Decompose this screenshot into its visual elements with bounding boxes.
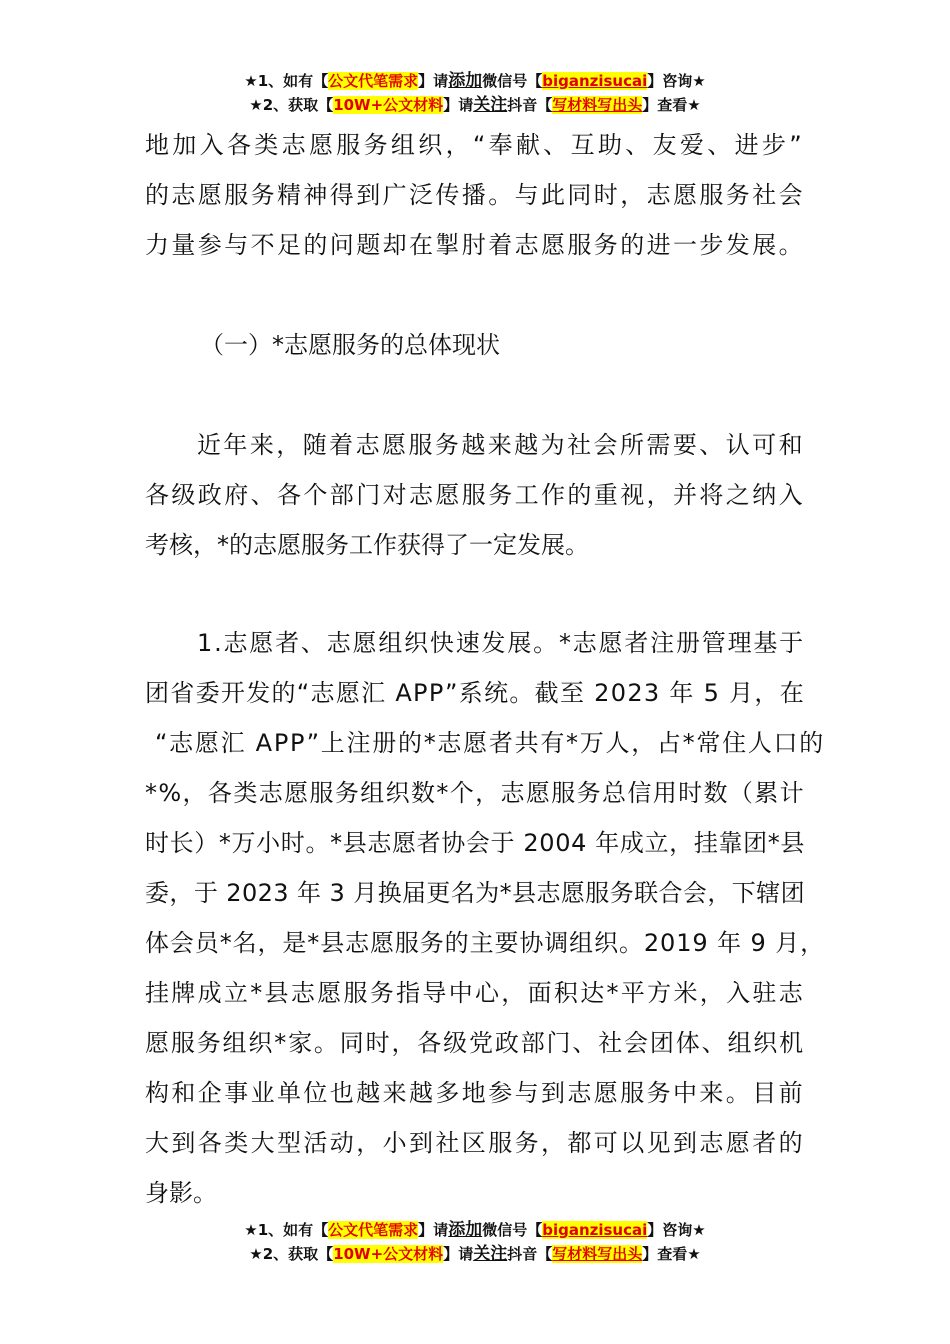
body-line: 愿服务组织*家。同时，各级党政部门、社会团体、组织机 xyxy=(145,1029,805,1057)
text: 】查看★ xyxy=(642,1245,701,1263)
body-line: *%，各类志愿服务组织数*个，志愿服务总信用时数（累计 xyxy=(145,779,805,807)
body-line: 的志愿服务精神得到广泛传播。与此同时，志愿服务社会 xyxy=(145,181,805,209)
text: 】请 xyxy=(443,1245,474,1263)
text: 微信号【 xyxy=(482,1221,543,1239)
banner-line-2 xyxy=(0,93,950,117)
text: 】咨询★ xyxy=(647,1221,706,1239)
body-line: 团省委开发的“志愿汇 APP”系统。截至 2023 年 5 月，在 xyxy=(145,679,805,707)
text: 微信号【 xyxy=(482,72,543,90)
text: 】请 xyxy=(418,1221,449,1239)
body-line: “志愿汇 APP”上注册的*志愿者共有*万人，占*常住人口的 xyxy=(155,729,825,757)
text: 抖音【 xyxy=(507,1245,553,1263)
body-line: 地加入各类志愿服务组织，“奉献、互助、友爱、进步” xyxy=(145,131,805,159)
footer-banner xyxy=(0,1218,950,1266)
text: 关注 xyxy=(473,95,508,115)
body-line: 构和企事业单位也越来越多地参与到志愿服务中来。目前 xyxy=(145,1079,805,1107)
douyin-id: 写材料写出头 xyxy=(552,96,643,114)
body-line: 大到各类大型活动，小到社区服务，都可以见到志愿者的 xyxy=(145,1129,805,1157)
banner-line-2 xyxy=(0,1242,950,1266)
body-line: 1.志愿者、志愿组织快速发展。*志愿者注册管理基于 xyxy=(197,629,805,657)
text: ★2、获取【 xyxy=(249,1245,334,1263)
body-line: 考核，*的志愿服务工作获得了一定发展。 xyxy=(145,531,589,559)
highlight: 公文代笔需求 xyxy=(328,72,419,90)
body-line: 身影。 xyxy=(145,1179,217,1207)
banner-line-1 xyxy=(0,69,950,93)
douyin-id: 写材料写出头 xyxy=(552,1245,643,1263)
body-line: 力量参与不足的问题却在掣肘着志愿服务的进一步发展。 xyxy=(145,231,805,259)
text: 添加 xyxy=(448,1220,483,1240)
wechat-id: biganzisucai xyxy=(542,72,648,90)
body-line: 挂牌成立*县志愿服务指导中心，面积达*平方米，入驻志 xyxy=(145,979,805,1007)
text: 添加 xyxy=(448,71,483,91)
body-line: 时长）*万小时。*县志愿者协会于 2004 年成立，挂靠团*县 xyxy=(145,829,805,857)
highlight: 10W+公文材料 xyxy=(333,1245,444,1263)
section-heading: （一）*志愿服务的总体现状 xyxy=(200,331,500,359)
header-banner xyxy=(0,69,950,117)
text: ★1、如有【 xyxy=(244,72,329,90)
text: 】请 xyxy=(418,72,449,90)
text: 】查看★ xyxy=(642,96,701,114)
body-line: 各级政府、各个部门对志愿服务工作的重视，并将之纳入 xyxy=(145,481,805,509)
body-line: 体会员*名，是*县志愿服务的主要协调组织。2019 年 9 月， xyxy=(145,929,825,957)
text: 抖音【 xyxy=(507,96,553,114)
text: 】咨询★ xyxy=(647,72,706,90)
wechat-id: biganzisucai xyxy=(542,1221,648,1239)
body-line: 委，于 2023 年 3 月换届更名为*县志愿服务联合会，下辖团 xyxy=(145,879,805,907)
highlight: 10W+公文材料 xyxy=(333,96,444,114)
body-line: 近年来，随着志愿服务越来越为社会所需要、认可和 xyxy=(197,431,805,459)
banner-line-1 xyxy=(0,1218,950,1242)
text: ★1、如有【 xyxy=(244,1221,329,1239)
text: ★2、获取【 xyxy=(249,96,334,114)
text: 】请 xyxy=(443,96,474,114)
text: 关注 xyxy=(473,1244,508,1264)
highlight: 公文代笔需求 xyxy=(328,1221,419,1239)
